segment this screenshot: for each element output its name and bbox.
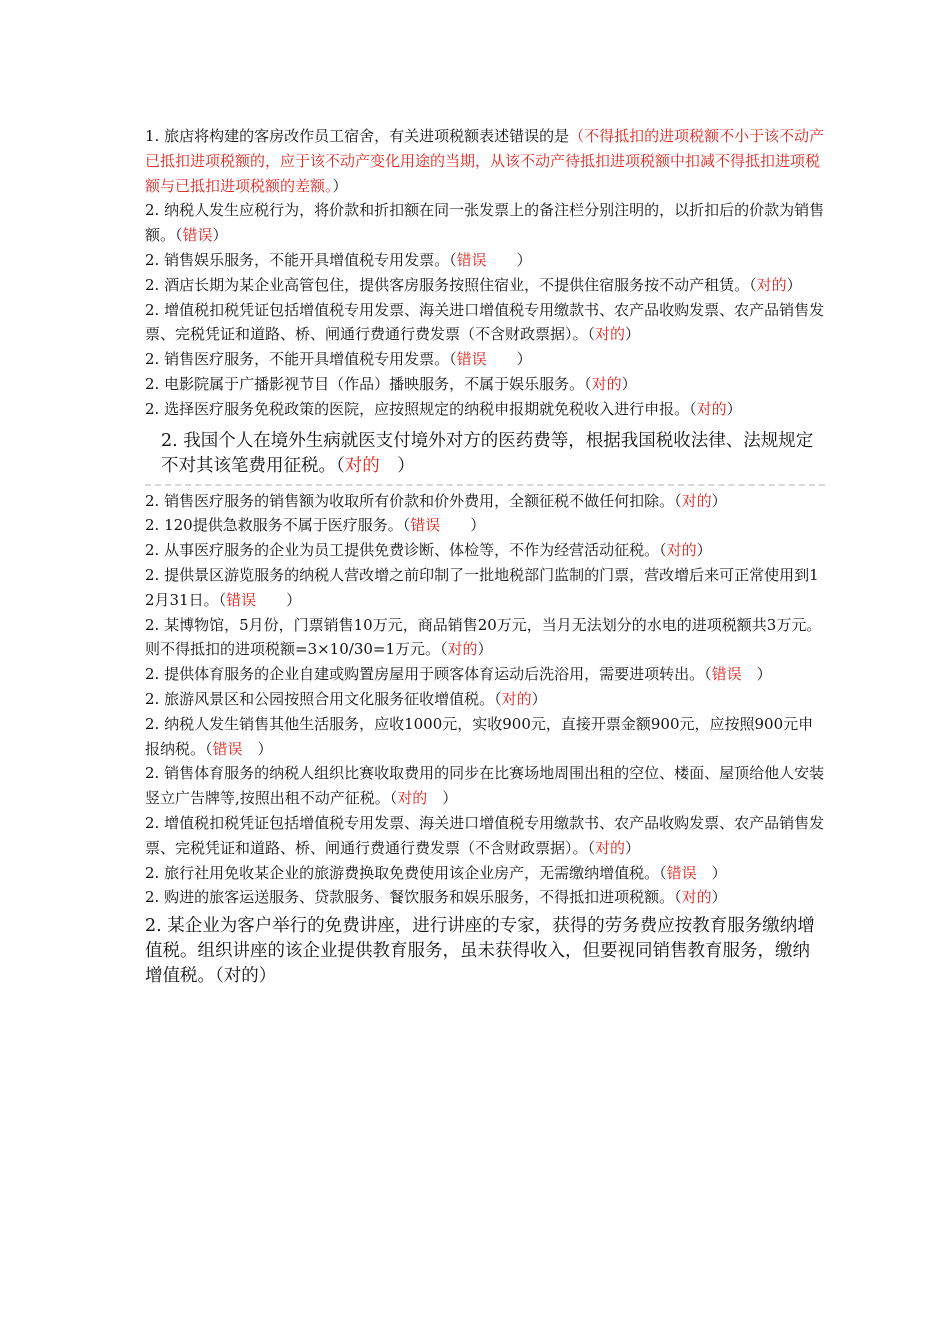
answer-close: ） [741, 665, 772, 684]
question-text: 2. 我国个人在境外生病就医支付境外对方的医药费等，根据我国税收法律、法规规定不对其该笔费用征税。（ [161, 430, 814, 476]
answer-close: ） [696, 863, 727, 882]
answer-close: ） [379, 455, 415, 476]
answer-close: ） [625, 325, 641, 344]
question-item [145, 273, 825, 298]
question-item [145, 712, 825, 762]
answer-text: 错误 [212, 739, 243, 758]
question-item [145, 662, 825, 687]
question-item [145, 613, 825, 663]
question-text: 2. 从事医疗服务的企业为员工提供免费诊断、体检等，不作为经营活动征税。（ [145, 541, 667, 560]
answer-text: 错误 [456, 350, 487, 369]
question-text: 2. 某博物馆，5月份，门票销售10万元，商品销售20万元，当月无法划分的水电的进项税额共3万元。则不得抵扣的进项税额=3×10/30=1万元。（ [145, 615, 822, 659]
question-text: 2. 增值税扣税凭证包括增值税专用发票、海关进口增值税专用缴款书、农产品收购发票、农产品销售发票、完税凭证和道路、桥、闸通行费通行费发票（不含财政票据）。（ [145, 813, 825, 857]
question-item [145, 397, 825, 422]
question-text: 2. 选择医疗服务免税政策的医院，应按照规定的纳税申报期就免税收入进行申报。（ [145, 399, 697, 418]
question-text: 2. 销售体育服务的纳税人组织比赛收取费用的同步在比赛场地周围出租的空位、楼面、屋顶给他人安装竖立广告牌等,按照出租不动产征税。（ [145, 764, 825, 808]
question-text: 2. 销售娱乐服务，不能开具增值税专用发票。（ [145, 250, 457, 269]
answer-text: 对的 [591, 374, 622, 393]
question-text: 2. 增值税扣税凭证包括增值税专用发票、海关进口增值税专用缴款书、农产品收购发票、农产品销售发票、完税凭证和道路、桥、闸通行费通行费发票（不含财政票据）。（ [145, 300, 825, 344]
question-item [145, 372, 825, 397]
question-list-1 [145, 124, 825, 422]
question-text: 2. 酒店长期为某企业高管包住，提供客房服务按照住宿业，不提供住宿服务按不动产租赁。（ [145, 275, 757, 294]
answer-text: 错误 [410, 516, 441, 535]
answer-text: 对的 [696, 399, 727, 418]
question-item [145, 861, 825, 886]
question-text: 2. 电影院属于广播影视节目（作品）播映服务，不属于娱乐服务。（ [145, 374, 592, 393]
question-item [145, 347, 825, 372]
answer-text: 对的 [756, 275, 787, 294]
question-text: 2. 某企业为客户举行的免费讲座，进行讲座的专家，获得的劳务费应按教育服务缴纳增值税。组织讲座的该企业提供教育服务，虽未获得收入，但要视同销售教育服务，缴纳增值税。（对的） [145, 916, 815, 987]
answer-text: 对的 [681, 888, 712, 907]
answer-text: 对的 [595, 325, 626, 344]
answer-text: 对的 [501, 689, 532, 708]
answer-close: ） [427, 789, 458, 808]
answer-close: ） [696, 541, 712, 560]
answer-text: 错误 [456, 250, 487, 269]
answer-close: ） [212, 226, 228, 245]
answer-close: ） [786, 275, 802, 294]
question-item [145, 489, 825, 514]
question-text: 2. 提供景区游览服务的纳税人营改增之前印制了一批地税部门监制的门票，营改增后来可正常使用到12月31日。（ [145, 565, 819, 609]
answer-close: ） [242, 739, 273, 758]
final-question [145, 914, 825, 989]
question-item [145, 811, 825, 861]
answer-close: ） [256, 590, 302, 609]
answer-close: ） [711, 888, 727, 907]
question-text: 2. 旅行社用免收某企业的旅游费换取免费使用该企业房产，无需缴纳增值税。（ [145, 863, 667, 882]
question-item [145, 298, 825, 348]
question-item [145, 124, 825, 198]
question-item [145, 885, 825, 910]
answer-text: 对的 [447, 640, 478, 659]
answer-text: 对的 [595, 838, 626, 857]
question-text: 2. 纳税人发生销售其他生活服务，应收1000元，实收900元，直接开票金额900元，应按照900元申报纳税。（ [145, 714, 814, 758]
answer-close: ） [711, 491, 727, 510]
answer-close: ） [625, 838, 641, 857]
answer-close: ） [486, 250, 532, 269]
question-text: 2. 旅游风景区和公园按照合用文化服务征收增值税。（ [145, 689, 502, 708]
question-item [145, 248, 825, 273]
answer-text: 错误 [226, 590, 257, 609]
question-text: 2. 销售医疗服务，不能开具增值税专用发票。（ [145, 350, 457, 369]
answer-close: ） [621, 374, 637, 393]
question-text: 2. 销售医疗服务的销售额为收取所有价款和价外费用，全额征税不做任何扣除。（ [145, 491, 682, 510]
answer-close: ） [440, 516, 486, 535]
question-list-2 [145, 489, 825, 911]
question-item [145, 563, 825, 613]
answer-text: 错误 [711, 665, 742, 684]
answer-text: （不得抵扣的进项税额不小于该不动产已抵扣进项税额的，应于该不动产变化用途的当期，从该不动产待抵扣进项税额中扣减不得抵扣进项税额与已抵扣进项税额的差额。 [145, 127, 825, 195]
answer-close: ） [332, 176, 348, 195]
question-item [145, 198, 825, 248]
answer-text: 对的 [681, 491, 712, 510]
question-item [145, 538, 825, 563]
dashed-divider [145, 484, 825, 486]
document-page [145, 124, 825, 989]
answer-text: 错误 [182, 226, 213, 245]
highlighted-question [145, 429, 825, 479]
question-text: 2. 购进的旅客运送服务、贷款服务、餐饮服务和娱乐服务，不得抵扣进项税额。（ [145, 888, 682, 907]
answer-close: ） [531, 689, 547, 708]
question-item [145, 513, 825, 538]
answer-close: ） [486, 350, 532, 369]
answer-text: 对的 [344, 455, 380, 476]
question-text: 2. 120提供急救服务不属于医疗服务。（ [145, 516, 411, 535]
question-item [145, 687, 825, 712]
question-text: 2. 纳税人发生应税行为，将价款和折扣额在同一张发票上的备注栏分别注明的，以折扣后的价款为销售额。（ [145, 201, 825, 245]
question-text: 1. 旅店将构建的客房改作员工宿舍，有关进项税额表述错误的是 [145, 127, 570, 145]
answer-text: 对的 [666, 541, 697, 560]
question-text: 2. 提供体育服务的企业自建或购置房屋用于顾客体育运动后洗浴用，需要进项转出。（ [145, 665, 712, 684]
answer-text: 错误 [666, 863, 697, 882]
question-item [145, 761, 825, 811]
answer-close: ） [726, 399, 742, 418]
answer-close: ） [477, 640, 493, 659]
answer-text: 对的 [397, 789, 428, 808]
